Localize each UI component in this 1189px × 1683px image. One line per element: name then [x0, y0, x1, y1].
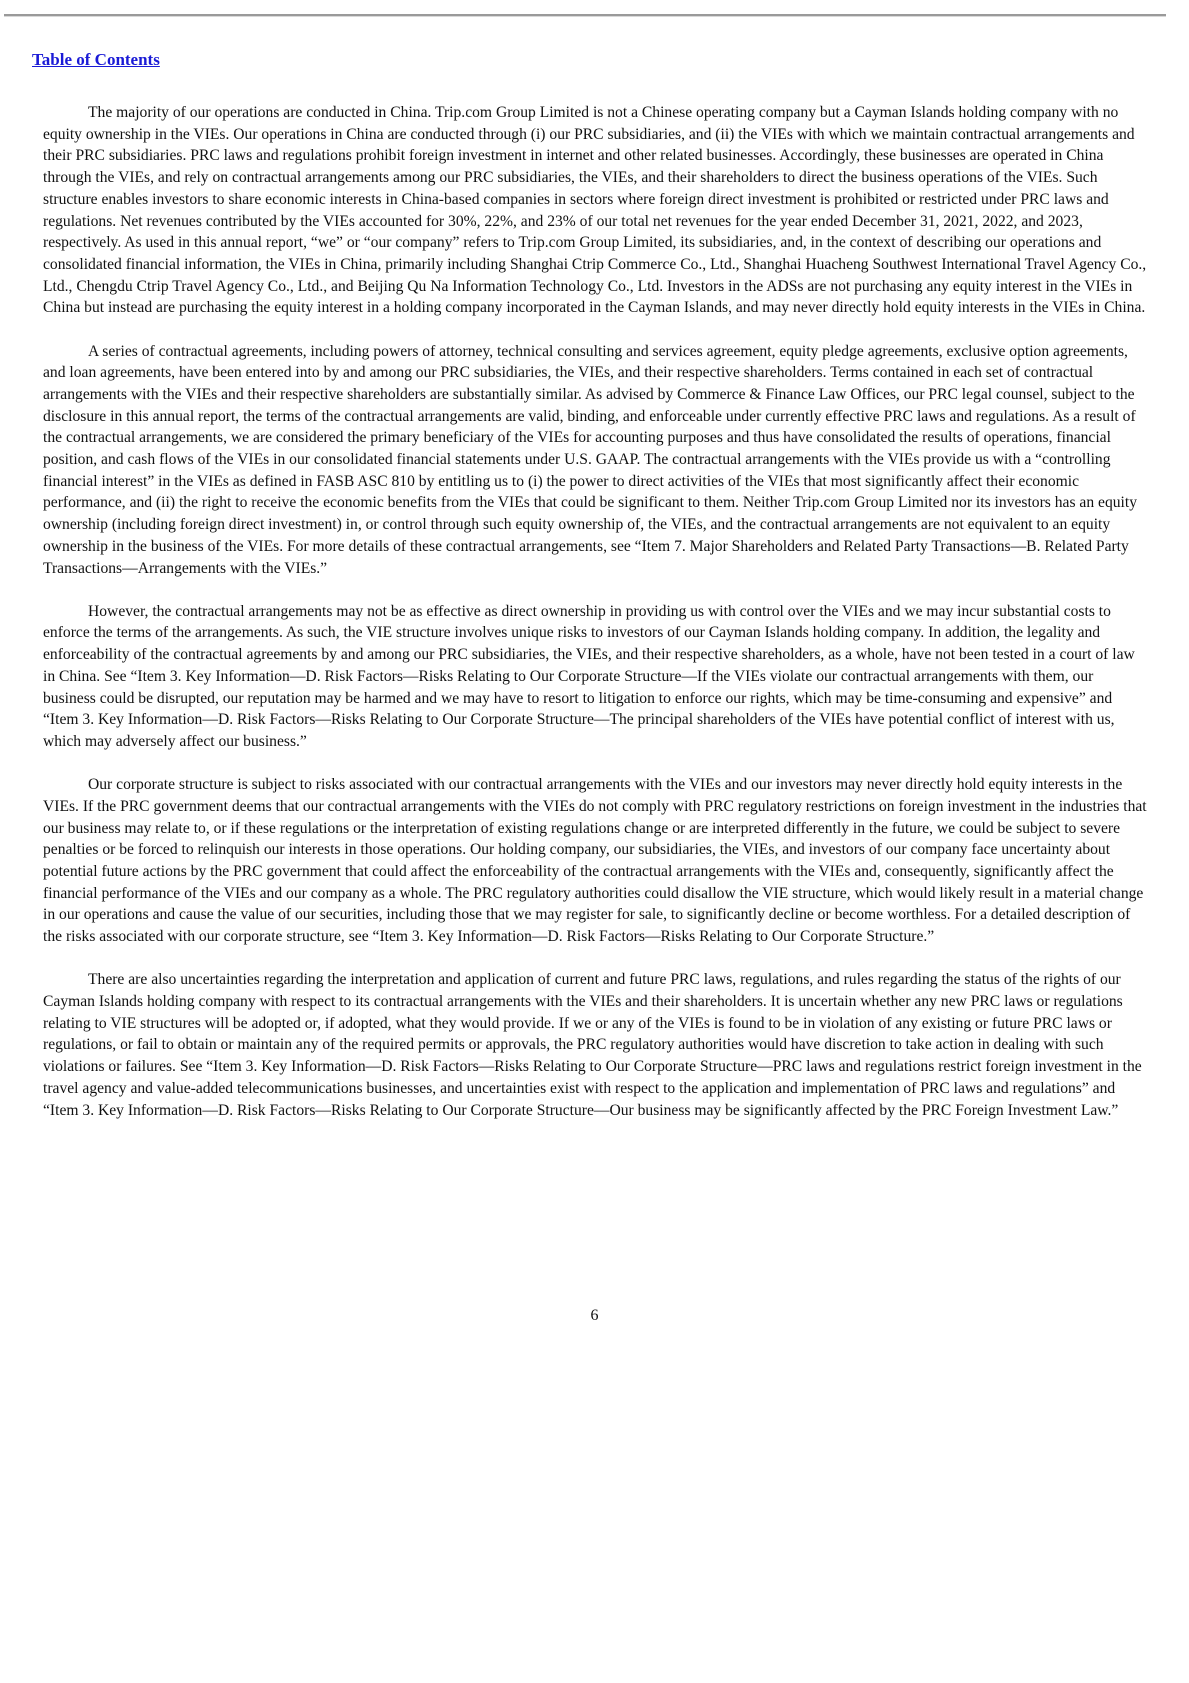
paragraph-contractual-agreements: A series of contractual agreements, including powers of attorney, technical consulting and services agreement, equity pledge agreements, exclusive option agreements, and loan agreements, have been entered into by and among our PRC subsidiaries, the VIEs, and their respective shareholders. Terms contained in each set of contractual arrangements with the VIEs and their respective shareholders are substantially similar. As advised by Commerce & Finance Law Offices, our PRC legal counsel, subject to the disclosure in this annual report, the terms of the contractual arrangements are valid, binding, and enforceable under currently effective PRC laws and regulations. As a result of the contractual arrangements, we are considered the primary beneficiary of the VIEs for accounting purposes and thus have consolidated the results of operations, financial position, and cash flows of the VIEs in our consolidated financial statements under U.S. GAAP. The contractual arrangements with the VIEs provide us with a “controlling financial interest” in the VIEs as defined in FASB ASC 810 by entitling us to (i) the power to direct activities of the VIEs that most significantly affect their economic performance, and (ii) the right to receive the economic benefits from the VIEs that could be significant to them. Neither Trip.com Group Limited nor its investors has an equity ownership (including foreign direct investment) in, or control through such equity ownership of, the VIEs, and the contractual arrangements are not equivalent to an equity ownership in the business of the VIEs. For more details of these contractual arrangements, see “Item 7. Major Shareholders and Related Party Transactions—B. Related Party Transactions—Arrangements with the VIEs.” — [43, 342, 1138, 577]
table-of-contents-link[interactable]: Table of Contents — [32, 50, 160, 69]
page-number: 6 — [590, 1307, 599, 1324]
paragraph-regulatory-uncertainties: There are also uncertainties regarding the interpretation and application of current and future PRC laws, regulations, and rules regarding the status of the rights of our Cayman Islands holding company with respect to its contractual arrangements with the VIEs and their shareholders. It is uncertain whether any new PRC laws or regulations relating to VIE structures will be adopted or, if adopted, what they would provide. If we or any of the VIEs is found to be in violation of any existing or future PRC laws or regulations, or fail to obtain or maintain any of the required permits or approvals, the PRC regulatory authorities would have discretion to take action in dealing with such violations or failures. See “Item 3. Key Information—D. Risk Factors—Risks Relating to Our Corporate Structure—PRC laws and regulations restrict foreign investment in the travel agency and value-added telecommunications businesses, and uncertainties exist with respect to the application and implementation of PRC laws and regulations” and “Item 3. Key Information—D. Risk Factors—Risks Relating to Our Corporate Structure—Our business may be significantly affected by the PRC Foreign Investment Law.” — [43, 971, 1142, 1119]
paragraph-vie-overview: The majority of our operations are conducted in China. Trip.com Group Limited is not a Chinese operating company but a Cayman Islands holding company with no equity ownership in the VIEs. Our operations in China are conducted through (i) our PRC subsidiaries, and (ii) the VIEs with which we maintain contractual arrangements and their PRC subsidiaries. PRC laws and regulations prohibit foreign investment in internet and other related businesses. Accordingly, these businesses are operated in China through the VIEs, and rely on contractual arrangements among our PRC subsidiaries, the VIEs, and their shareholders to direct the business operations of the VIEs. Such structure enables investors to share economic interests in China-based companies in sectors where foreign direct investment is prohibited or restricted under PRC laws and regulations. Net revenues contributed by the VIEs accounted for 30%, 22%, and 23% of our total net revenues for the year ended December 31, 2021, 2022, and 2023, respectively. As used in this annual report, “we” or “our company” refers to Trip.com Group Limited, its subsidiaries, and, in the context of describing our operations and consolidated financial information, the VIEs in China, primarily including Shanghai Ctrip Commerce Co., Ltd., Shanghai Huacheng Southwest International Travel Agency Co., Ltd., Chengdu Ctrip Travel Agency Co., Ltd., and Beijing Qu Na Information Technology Co., Ltd. Investors in the ADSs are not purchasing any equity interest in the VIEs in China but instead are purchasing the equity interest in a holding company incorporated in the Cayman Islands, and may never directly hold equity interests in the VIEs in China. — [43, 104, 1147, 317]
paragraph-corporate-structure-risks: Our corporate structure is subject to risks associated with our contractual arrangements with the VIEs and our investors may never directly hold equity interests in the VIEs. If the PRC government deems that our contractual arrangements with the VIEs do not comply with PRC regulatory restrictions on foreign investment in the industries that our business may relate to, or if these regulations or the interpretation of existing regulations change or are interpreted differently in the future, we could be subject to severe penalties or be forced to relinquish our interests in those operations. Our holding company, our subsidiaries, the VIEs, and investors of our company face uncertainty about potential future actions by the PRC government that could affect the enforceability of the contractual arrangements with the VIEs and, consequently, significantly affect the financial performance of the VIEs and our company as a whole. The PRC regulatory authorities could disallow the VIE structure, which would likely result in a material change in our operations and cause the value of our securities, including those that we may register for sale, to significantly decline or become worthless. For a detailed description of the risks associated with our corporate structure, see “Item 3. Key Information—D. Risk Factors—Risks Relating to Our Corporate Structure.” — [43, 776, 1147, 946]
top-divider — [4, 14, 1166, 17]
paragraph-effectiveness-risks: However, the contractual arrangements may not be as effective as direct ownership in providing us with control over the VIEs and we may incur substantial costs to enforce the terms of the arrangements. As such, the VIE structure involves unique risks to investors of our Cayman Islands holding company. In addition, the legality and enforceability of the contractual agreements by and among our PRC subsidiaries, the VIEs, and their respective shareholders, as a whole, have not been tested in a court of law in China. See “Item 3. Key Information—D. Risk Factors—Risks Relating to Our Corporate Structure—If the VIEs violate our contractual arrangements with them, our business could be disrupted, our reputation may be harmed and we may have to resort to litigation to enforce our rights, which may be time-consuming and expensive” and “Item 3. Key Information—D. Risk Factors—Risks Relating to Our Corporate Structure—The principal shareholders of the VIEs have potential conflict of interest with us, which may adversely affect our business.” — [43, 602, 1135, 750]
body-text — [43, 102, 1147, 1143]
